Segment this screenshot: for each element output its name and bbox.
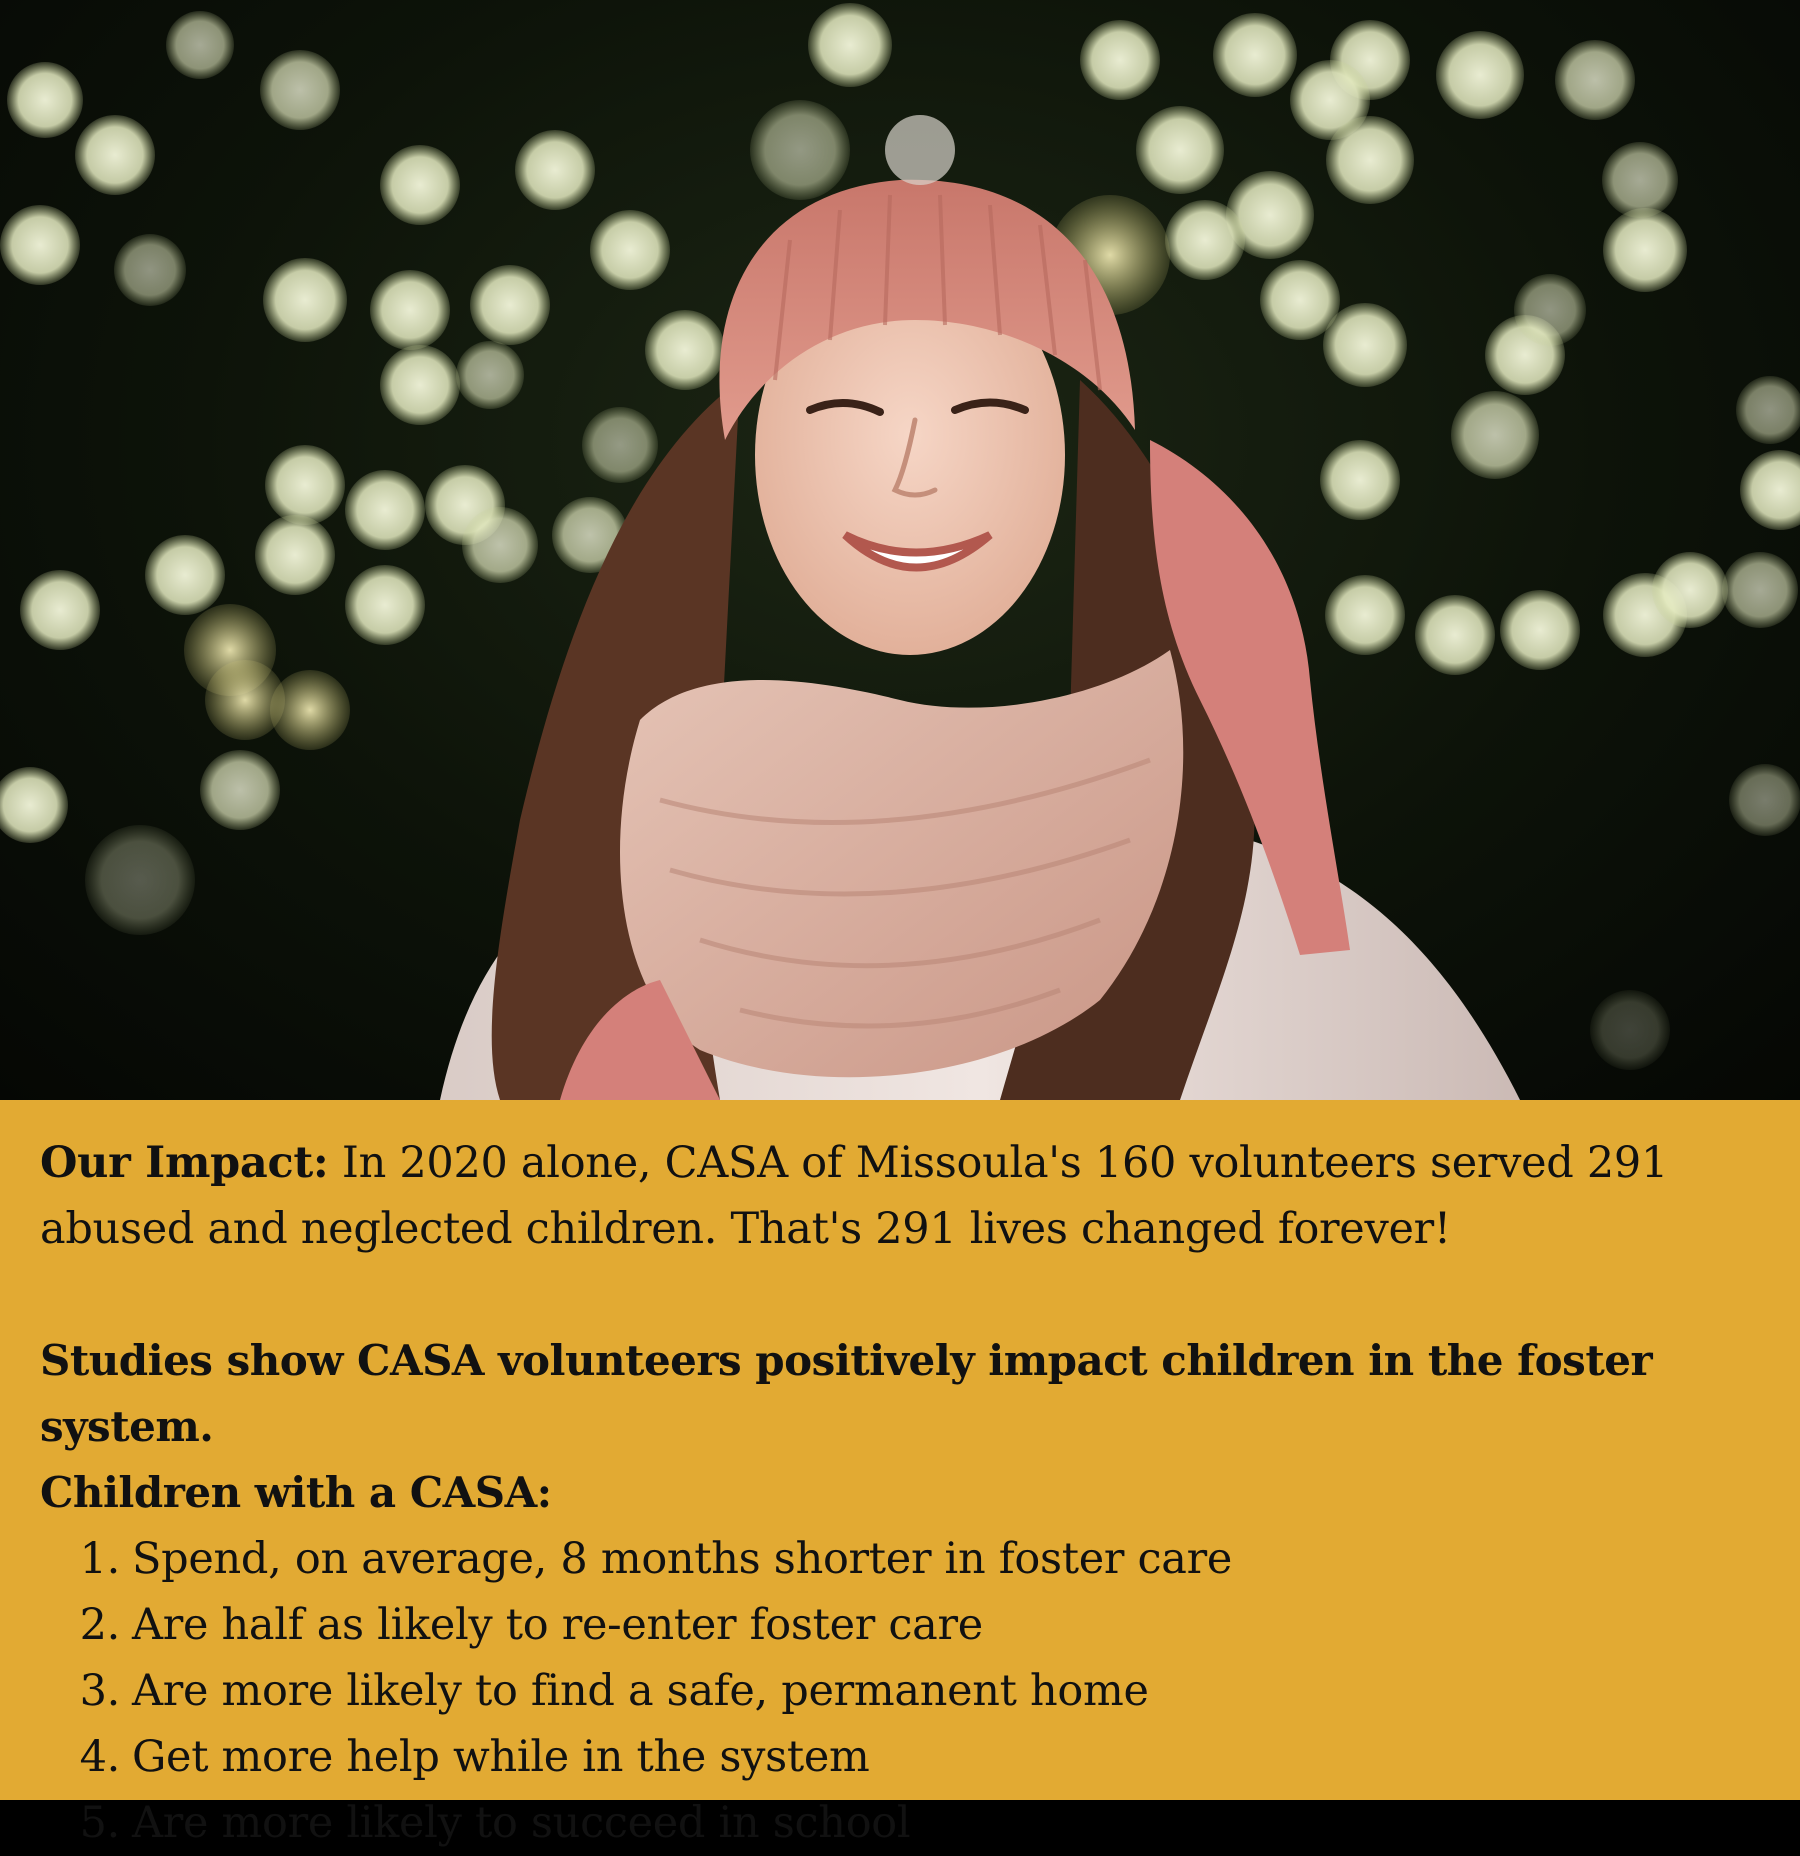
impact-panel	[0, 1100, 1800, 1848]
list-item-number: 1.	[79, 1534, 120, 1584]
list-item-text: Are more likely to find a safe, permanent home	[132, 1666, 1149, 1716]
list-item-text: Spend, on average, 8 months shorter in foster care	[132, 1534, 1233, 1584]
list-item-number: 3.	[79, 1666, 120, 1716]
list-item-text: Are more likely to succeed in school	[132, 1798, 911, 1848]
list-item	[79, 1658, 1760, 1724]
list-item-number: 5.	[79, 1798, 120, 1848]
studies-line-1: Studies show CASA volunteers positively impact children in the foster system.	[40, 1336, 1653, 1451]
list-item	[79, 1724, 1760, 1790]
impact-text: In 2020 alone, CASA of Missoula's 160 volunteers served 291 abused and neglected children. That's 291 lives changed forever!	[40, 1138, 1669, 1254]
impact-intro	[40, 1130, 1760, 1262]
list-item	[79, 1592, 1760, 1658]
studies-heading	[40, 1328, 1760, 1526]
list-item-number: 4.	[79, 1732, 120, 1782]
list-item-text: Are half as likely to re-enter foster care	[132, 1600, 983, 1650]
list-item-text: Get more help while in the system	[132, 1732, 870, 1782]
list-item	[79, 1790, 1760, 1856]
benefits-list	[40, 1526, 1760, 1856]
studies-line-2: Children with a CASA:	[40, 1468, 552, 1517]
list-item	[79, 1526, 1760, 1592]
impact-lead: Our Impact:	[40, 1138, 329, 1188]
list-item-number: 2.	[79, 1600, 120, 1650]
